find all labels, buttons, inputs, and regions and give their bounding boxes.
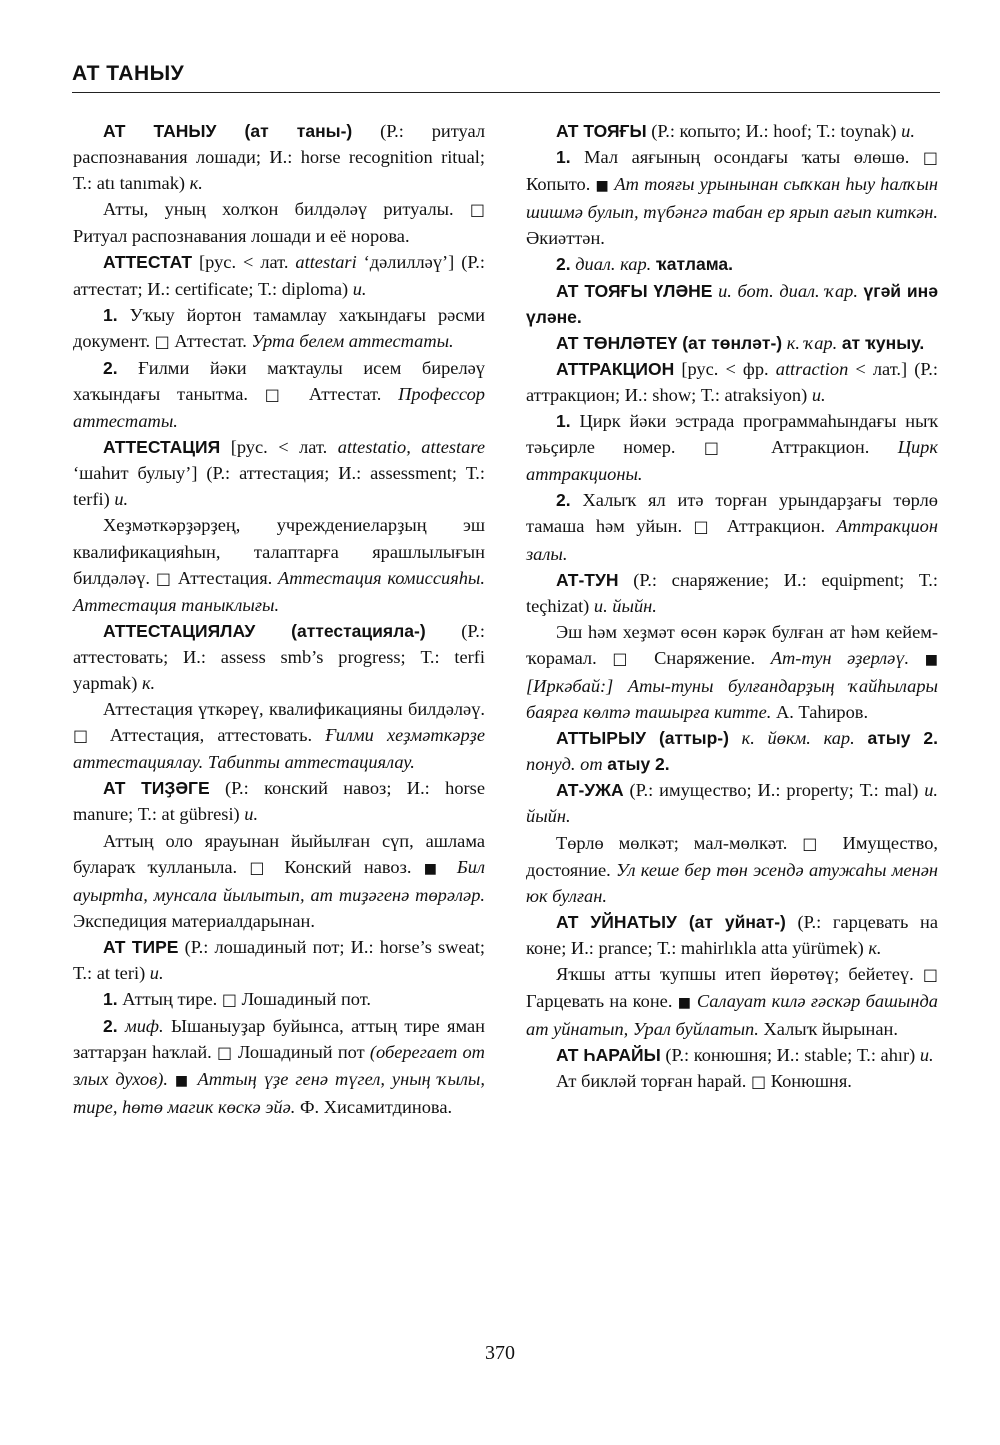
italic-text: и. <box>352 278 367 299</box>
dictionary-paragraph <box>73 302 485 355</box>
headword: 2. <box>556 254 571 275</box>
italic-text: Салауат килә ғәскәр башында ат уйнатып, Урал буйлатып. <box>526 991 938 1040</box>
text: Ышаныуҙар буйынса, аттың тире яман заттарҙан һаҡлай. <box>73 1016 485 1063</box>
white-square-icon: □ <box>693 517 716 537</box>
italic-text: и. йыйн. <box>593 595 657 616</box>
text: Халыҡ йырынан. <box>758 1019 898 1040</box>
text: (Р.: имущество; И.: property; Т.: mal) <box>623 780 925 801</box>
white-square-icon: □ <box>703 438 743 458</box>
header-rule <box>72 92 940 93</box>
headword: 2. <box>103 1016 118 1037</box>
page-number: 370 <box>485 1342 515 1364</box>
text <box>191 1069 198 1089</box>
white-square-icon: □ <box>612 648 639 668</box>
dictionary-paragraph <box>526 725 938 777</box>
headword: АТТЕСТАЦИЯ <box>103 437 221 458</box>
italic-text: и. бот. диал. ҡар. <box>718 280 858 301</box>
text: А. Таһиров. <box>771 702 869 723</box>
dictionary-paragraph <box>73 828 485 934</box>
italic-text: Аттың үҙе генә түгел, уның ҡылы, тире, һөтө магик көскә эйә. <box>73 1069 485 1118</box>
black-square-icon: ■ <box>924 651 938 668</box>
white-square-icon: □ <box>221 990 237 1010</box>
dictionary-paragraph <box>73 618 485 696</box>
dictionary-paragraph <box>526 408 938 487</box>
text <box>855 728 868 748</box>
dictionary-paragraph <box>526 144 938 251</box>
text: Эш һәм хеҙмәт өсөн кәрәк булған ат һәм кейем-ҡорамал. <box>526 621 938 668</box>
text: (Р.: конский навоз; И.: horse manure; Т.: at gübresi) <box>73 778 485 825</box>
white-square-icon: □ <box>216 1043 233 1063</box>
text <box>909 648 925 668</box>
text: (Р.: ритуал распознавания лошади; И.: horse recognition ritual; Т.: atı tanımak) <box>73 121 485 194</box>
text: Копыто. <box>526 174 596 195</box>
dictionary-paragraph <box>526 251 938 277</box>
headword: АТ УЙНАТЫУ (ат уйнат-) <box>556 911 786 932</box>
dictionary-paragraph <box>73 775 485 827</box>
italic-text: и. <box>811 384 826 405</box>
italic-text: к. <box>189 173 203 194</box>
black-square-icon: ■ <box>595 178 610 195</box>
dictionary-paragraph <box>526 619 938 725</box>
dictionary-paragraph <box>73 355 485 434</box>
text: Аттестация. <box>172 567 279 588</box>
headword: үгәй инә үләне. <box>526 280 938 327</box>
dictionary-paragraph <box>73 196 485 249</box>
italic-text: Ул кеше бер төн эсендә атужаһы менән юк булған. <box>526 859 938 906</box>
headword: 1. <box>556 147 571 168</box>
italic-text: и. <box>149 963 164 983</box>
italic-text: (оберегает от злых духов). <box>73 1042 485 1090</box>
text: Имущество, достояние. <box>526 832 938 880</box>
text: (Р.: аттестовать; И.: assess smb’s progress; Т.: terfi yapmak) <box>73 620 486 693</box>
white-square-icon: □ <box>802 833 828 853</box>
italic-text: Аттестация комиссияһы. Аттестация таныклығы. <box>73 567 485 615</box>
italic-text: Ғилми хеҙмәткәрҙе аттестациялау. Табипты аттестациялау. <box>73 725 485 773</box>
dictionary-paragraph <box>526 118 938 144</box>
text: [рус. < лат. <box>220 437 338 458</box>
italic-text: и. <box>901 121 915 141</box>
white-square-icon: □ <box>73 726 97 746</box>
text: Мал аяғының осондағы ҡаты өлөшө. <box>570 147 923 168</box>
headword: АТ-УЖА <box>556 780 624 801</box>
headword: АТ ТИРЕ <box>103 936 179 957</box>
headword: АТ ТИҘӘГЕ <box>103 778 210 799</box>
text: Аттестат. <box>169 330 252 351</box>
headword: АТТЫРЫУ (аттыр-) <box>556 728 729 749</box>
italic-text: миф. <box>124 1016 164 1037</box>
text: Экспедиция материалдарынан. <box>73 910 315 931</box>
black-square-icon: ■ <box>174 1073 191 1090</box>
text: Әкиәттән. <box>526 228 605 249</box>
text: Атты, уның холҡон билдәләү ритуалы. <box>103 199 470 220</box>
running-header: АТ ТАНЫУ <box>72 62 185 85</box>
text: Халыҡ ял итә торған урындарҙағы төрлө тамаша һәм уйын. <box>526 490 938 537</box>
right-column <box>526 118 938 1095</box>
white-square-icon: □ <box>155 568 173 588</box>
italic-text: Ат-тун әҙерләү. <box>770 647 910 668</box>
text: (Р.: копыто; И.: hoof; Т.: toynak) <box>646 121 902 141</box>
text: Аттракцион. <box>742 437 898 458</box>
dictionary-paragraph <box>526 356 938 408</box>
italic-text: к. <box>141 672 156 693</box>
dictionary-paragraph <box>526 567 938 619</box>
white-square-icon: □ <box>469 200 485 220</box>
italic-text: Урта белем аттестаты. <box>251 330 454 351</box>
italic-text: Бил ауыртһа, мунсала йылытып, ат тиҙәгенә төрәләр. <box>73 856 485 905</box>
headword: АТ ТОЯҒЫ ҮЛӘНЕ <box>556 280 713 301</box>
dictionary-paragraph <box>73 118 485 196</box>
dictionary-paragraph <box>73 696 485 775</box>
headword: АТ ҺАРАЙЫ <box>556 1045 661 1066</box>
text <box>118 1016 125 1036</box>
dictionary-paragraph <box>73 434 485 512</box>
italic-text: attestari <box>295 252 357 273</box>
dictionary-paragraph <box>73 512 485 617</box>
dictionary-paragraph <box>526 487 938 566</box>
headword: 1. <box>103 304 118 325</box>
black-square-icon: ■ <box>423 860 445 877</box>
text: Аттың оло ярауынан йыйылған сүп, ашлама булараҡ ҡулланыла. <box>73 830 485 877</box>
text <box>445 857 457 877</box>
text: Аттестат. <box>292 383 399 404</box>
text: Яҡшы атты ҡупшы итеп йөрөтөү; бейетеү. <box>556 964 923 984</box>
headword: АТ ТАНЫУ (ат таны-) <box>103 121 353 141</box>
headword: АТТЕСТАЦИЯЛАУ (аттестацияла-) <box>103 620 426 641</box>
italic-text: к. ҡар. <box>786 332 838 353</box>
italic-text: [Иркәбай:] Аты-туны булғандарҙың ҡайһылары баярға көлтә ташырға китте. <box>526 675 938 723</box>
headword: АТ ТОЯҒЫ <box>556 121 647 141</box>
dictionary-paragraph <box>526 830 938 909</box>
italic-text: Аттракцион залы. <box>526 516 938 564</box>
italic-text: attraction <box>775 358 849 379</box>
dictionary-paragraph <box>526 909 938 961</box>
text: ‘шаһит булыу’] (Р.: аттестация; И.: assessment; Т.: terfi) <box>73 463 485 510</box>
text <box>729 728 742 748</box>
text: ‘дәлилләү’] (Р.: аттестат; И.: certificate; Т.: diploma) <box>73 252 485 299</box>
text: Аттестация үткәреү, квалификацияны билдәләү. <box>103 699 485 720</box>
headword: АТ-ТУН <box>556 569 619 590</box>
italic-text: к. <box>868 937 882 958</box>
headword: 2. <box>103 357 118 378</box>
text: Конюшня. <box>766 1071 852 1092</box>
text: (Р.: снаряжение; И.: equipment; Т.: teçhizat) <box>526 569 938 616</box>
italic-text: Профессор аттестаты. <box>73 383 485 432</box>
text: Уҡыу йортон тамамлау хаҡындағы рәсми документ. <box>73 304 485 351</box>
italic-text: и. йыйн. <box>526 780 938 827</box>
text: Аттың тире. <box>117 989 222 1010</box>
italic-text: attestatio, attestare <box>337 437 485 458</box>
text: Аттракцион. <box>715 516 837 537</box>
italic-text: Ат тояғы урынынан сыҡкан һыу һалҡын шишмә булып, түбәнгә табан ер ярып ағып киткән. <box>526 174 938 223</box>
text: (Р.: гарцевать на коне; И.: prance; Т.: mahirlıkla atta yürümek) <box>526 911 938 958</box>
italic-text: понуд. от <box>526 754 603 775</box>
headword: ат ҡуныу. <box>841 332 925 353</box>
white-square-icon: □ <box>154 331 170 351</box>
white-square-icon: □ <box>751 1072 767 1092</box>
headword: 2. <box>556 490 571 511</box>
headword: атыу 2. <box>867 728 938 749</box>
headword: АТ ТӨНЛӘТЕҮ (ат төнләт-) <box>556 332 783 353</box>
text: (Р.: конюшня; И.: stable; Т.: ahır) <box>660 1045 920 1066</box>
italic-text: и. <box>919 1045 934 1066</box>
italic-text: к. йөкм. кар. <box>741 728 855 749</box>
italic-text: Цирк аттракционы. <box>526 437 938 485</box>
text: Лошадиный пот <box>232 1042 370 1063</box>
text: Хеҙмәткәрҙәрҙең, учреждениеларҙың эш квалификацияһын, талаптарға ярашлылығын билдәләү. <box>73 515 485 588</box>
italic-text: и. <box>114 489 129 510</box>
headword: АТТЕСТАТ <box>103 252 193 273</box>
dictionary-paragraph <box>526 1068 938 1095</box>
text: (Р.: лошадиный пот; И.: horse’s sweat; Т.: at teri) <box>73 936 485 983</box>
text: Конский навоз. <box>272 856 424 877</box>
dictionary-paragraph <box>73 934 485 986</box>
dictionary-paragraph <box>526 961 938 1042</box>
dictionary-paragraph <box>73 1013 485 1120</box>
text: Ғилми йәки маҡтаулы исем биреләү хаҡындағы танытма. <box>73 357 485 404</box>
italic-text: диал. кар. <box>575 254 652 275</box>
text: < лат.] (Р.: аттракцион; И.: show; Т.: atraksiyon) <box>526 358 938 405</box>
text: Ф. Хисамитдинова. <box>295 1097 453 1118</box>
text: Снаряжение. <box>638 647 771 668</box>
black-square-icon: ■ <box>677 995 692 1012</box>
italic-text: и. <box>244 804 259 825</box>
dictionary-paragraph <box>73 986 485 1013</box>
text: [рус. < фр. <box>674 358 776 379</box>
white-square-icon: □ <box>264 384 293 404</box>
text <box>168 1069 175 1089</box>
text: Ат бикләй торған һарай. <box>556 1071 751 1092</box>
headword: ҡатлама. <box>655 254 734 275</box>
white-square-icon: □ <box>922 148 938 168</box>
headword: АТТРАКЦИОН <box>556 358 675 379</box>
text: Аттестация, аттестовать. <box>96 725 326 746</box>
dictionary-paragraph <box>526 1042 938 1068</box>
headword: атыу 2. <box>607 754 670 775</box>
left-column <box>73 118 485 1121</box>
text: [рус. < лат. <box>192 252 296 273</box>
dictionary-paragraph <box>73 249 485 301</box>
dictionary-paragraph <box>526 777 938 829</box>
text: Цирк йәки эстрада программаһындағы ныҡ тәьҫирле номер. <box>526 411 938 458</box>
text: Ритуал распознавания лошади и её норова. <box>73 226 410 247</box>
text: Лошадиный пот. <box>237 989 372 1010</box>
headword: 1. <box>556 411 571 432</box>
text: Төрлө мөлкәт; мал-мөлкәт. <box>556 832 803 853</box>
white-square-icon: □ <box>922 965 938 984</box>
text: Гарцевать на коне. <box>526 991 678 1012</box>
dictionary-paragraph <box>526 278 938 330</box>
dictionary-paragraph <box>526 330 938 356</box>
headword: 1. <box>103 989 118 1010</box>
white-square-icon: □ <box>249 857 273 877</box>
